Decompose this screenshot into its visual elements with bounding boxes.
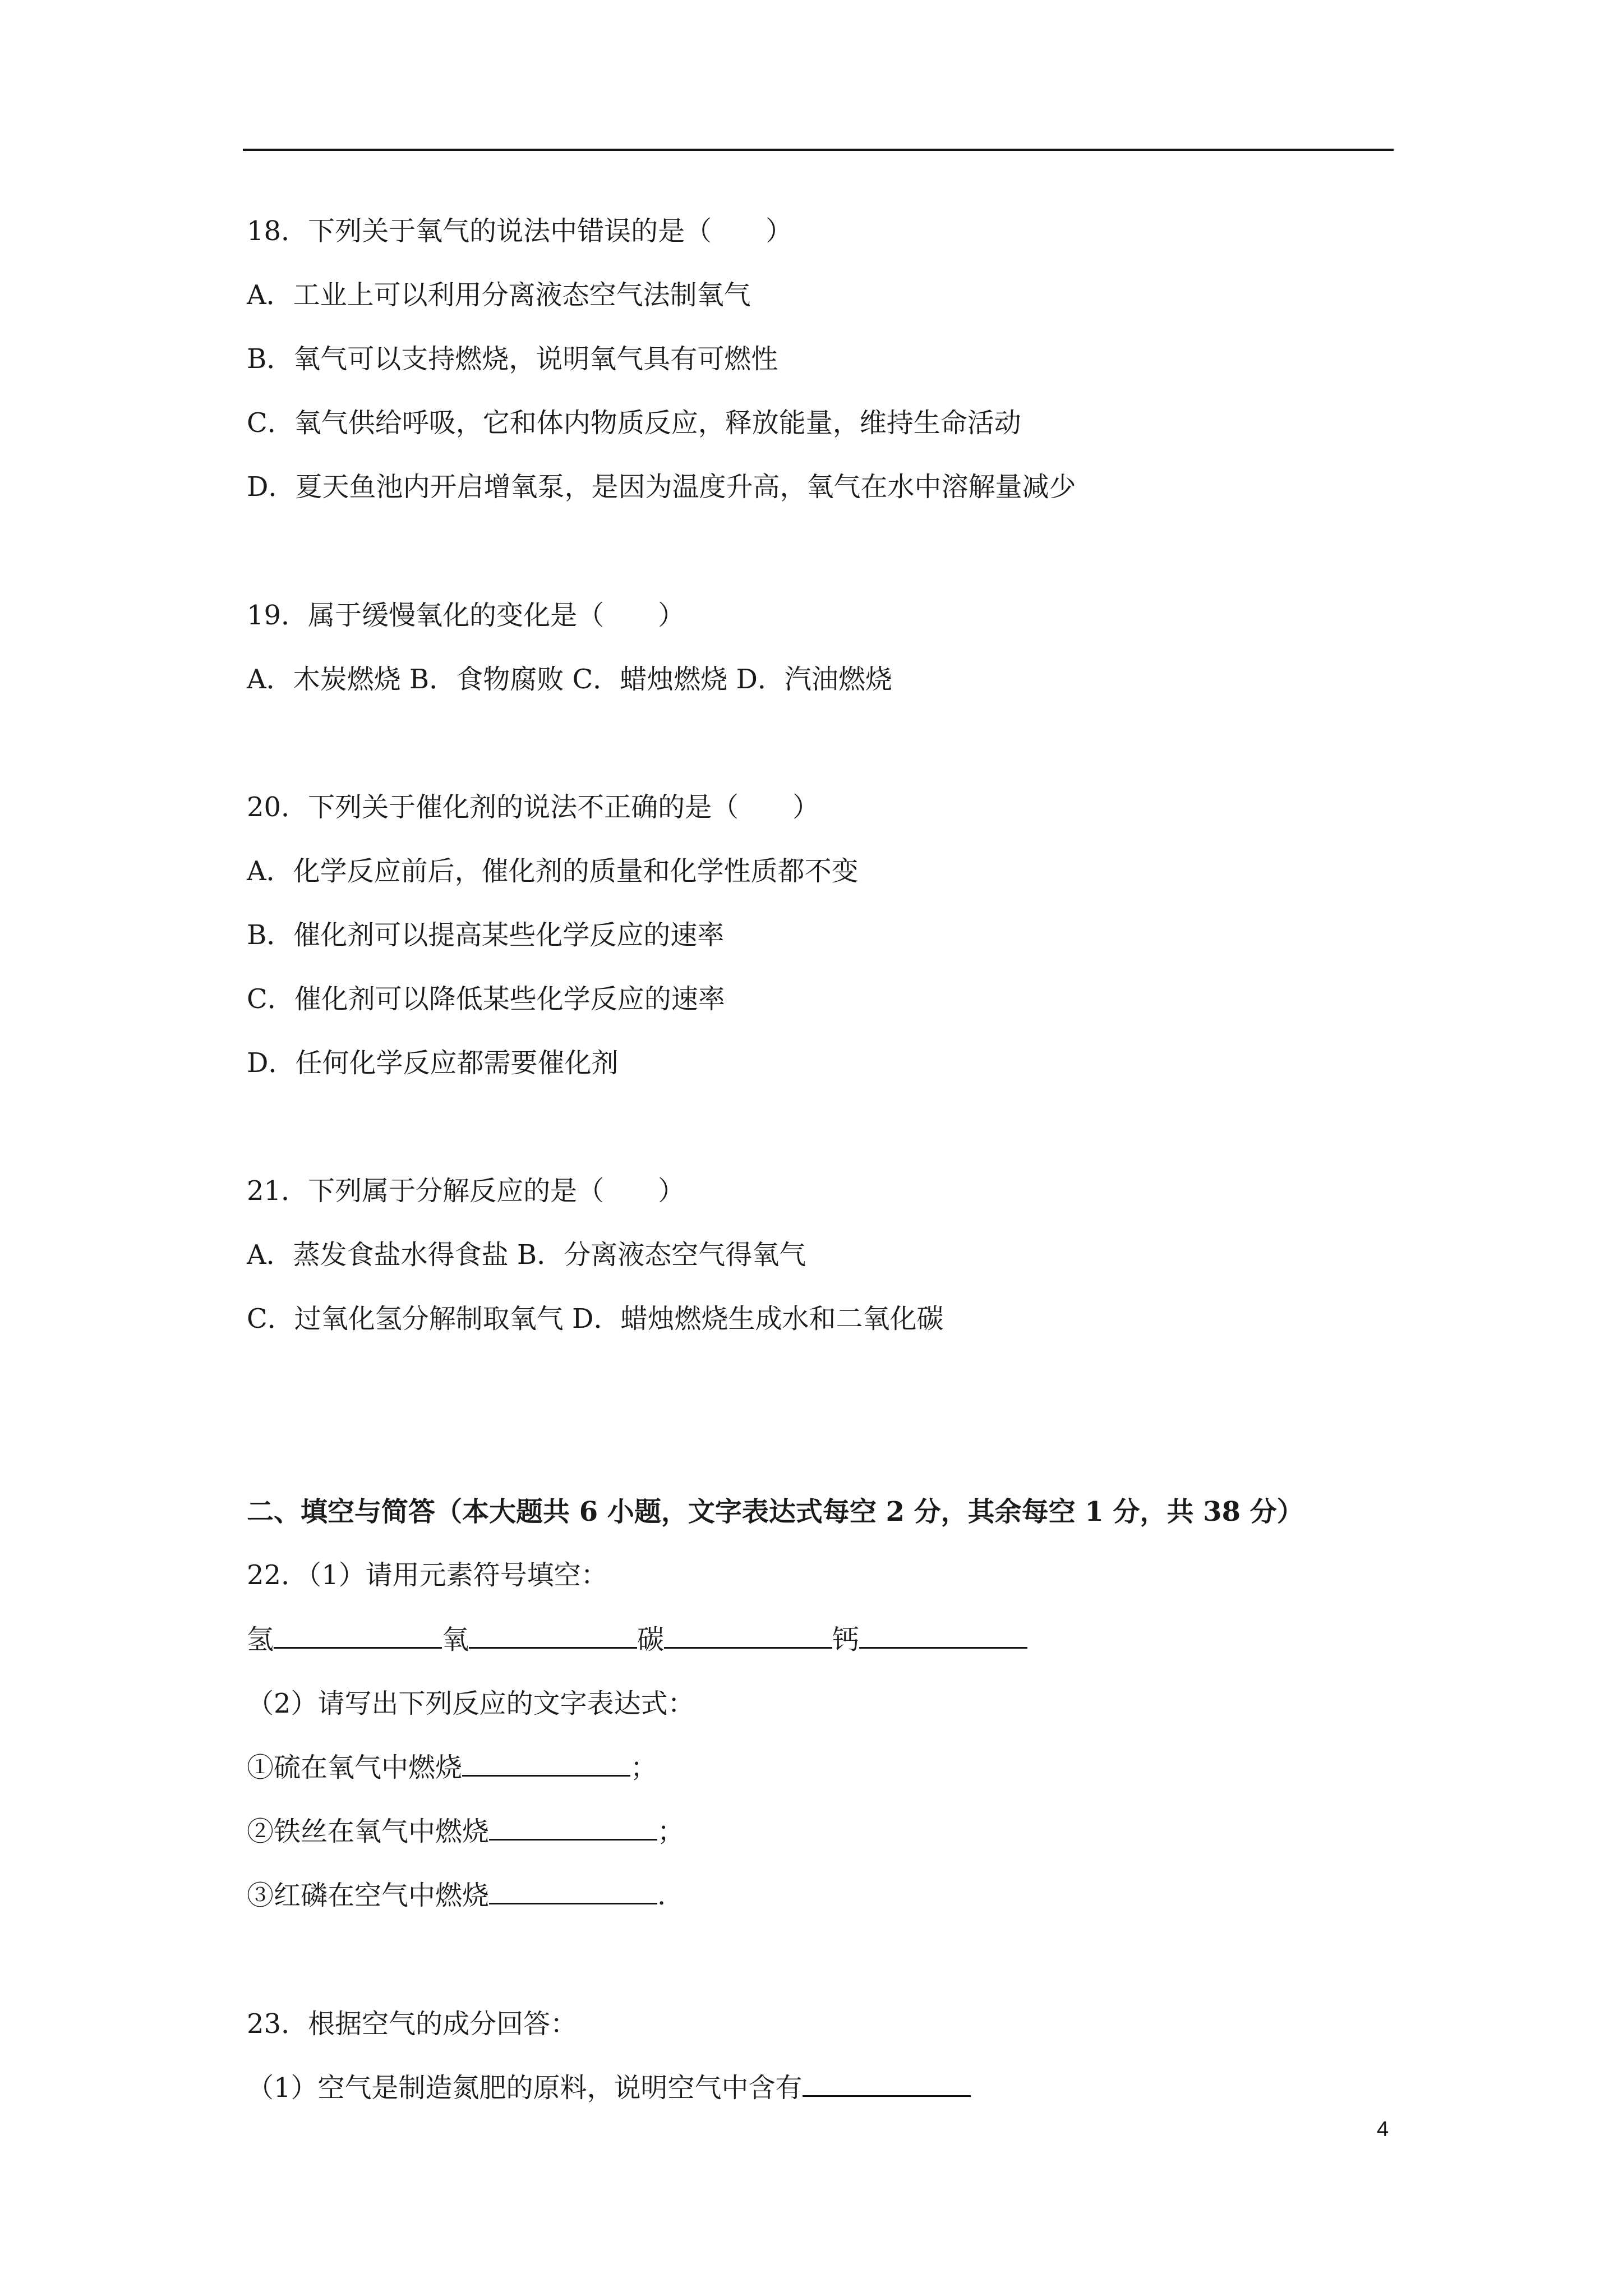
answer-blank[interactable] (274, 1625, 442, 1649)
q18-option-c: C．氧气供给呼吸，它和体内物质反应，释放能量，维持生命活动 (247, 407, 1021, 439)
q20-option-b: B．催化剂可以提高某些化学反应的速率 (247, 919, 725, 951)
q18-option-d: D．夏天鱼池内开启增氧泵，是因为温度升高，氧气在水中溶解量减少 (247, 471, 1076, 503)
q22-item-3 (247, 1879, 666, 1912)
element-label: 氢 (247, 1624, 274, 1655)
answer-blank[interactable] (859, 1625, 1027, 1649)
q23-part1 (247, 2071, 971, 2105)
q21-options-cd: C．过氧化氢分解制取氧气 D．蜡烛燃烧生成水和二氧化碳 (247, 1303, 944, 1335)
page-number: 4 (1377, 2118, 1389, 2141)
element-label: 氧 (442, 1624, 469, 1655)
answer-blank[interactable] (803, 2073, 971, 2097)
item-end: ； (657, 1816, 685, 1847)
q20-option-d: D．任何化学反应都需要催化剂 (247, 1047, 619, 1079)
q22-item-1 (247, 1751, 657, 1784)
q19-options: A．木炭燃烧 B．食物腐败 C．蜡烛燃烧 D．汽油燃烧 (247, 664, 892, 695)
q21-options-ab: A．蒸发食盐水得食盐 B．分离液态空气得氧气 (247, 1239, 806, 1271)
answer-blank[interactable] (664, 1625, 832, 1649)
item-label: ③红磷在空气中燃烧 (247, 1880, 490, 1911)
item-end: . (657, 1880, 666, 1911)
answer-blank[interactable] (469, 1625, 637, 1649)
q22-item-2 (247, 1815, 684, 1848)
q20-stem: 20．下列关于催化剂的说法不正确的是（ ） (247, 792, 820, 823)
q22-part1: 22．（1）请用元素符号填空： (247, 1559, 608, 1591)
item-end: ； (630, 1752, 658, 1783)
q21-stem: 21．下列属于分解反应的是（ ） (247, 1175, 685, 1207)
q23-stem: 23．根据空气的成分回答： (247, 2008, 578, 2040)
answer-blank[interactable] (489, 1816, 657, 1841)
answer-blank[interactable] (489, 1880, 657, 1904)
q19-stem: 19．属于缓慢氧化的变化是（ ） (247, 600, 685, 631)
q20-option-c: C．催化剂可以降低某些化学反应的速率 (247, 983, 725, 1015)
element-label: 钙 (832, 1624, 860, 1655)
q18-option-a: A．工业上可以利用分离液态空气法制氧气 (247, 279, 751, 311)
q22-element-blanks (247, 1623, 1027, 1657)
q20-option-a: A．化学反应前后，催化剂的质量和化学性质都不变 (247, 855, 859, 887)
element-label: 碳 (637, 1624, 665, 1655)
q18-stem: 18．下列关于氧气的说法中错误的是（ ） (247, 215, 793, 247)
answer-blank[interactable] (462, 1752, 630, 1777)
section-title: 二、填空与简答（本大题共 6 小题，文字表达式每空 2 分，其余每空 1 分，共 38 分） (247, 1496, 1304, 1527)
item-label: ②铁丝在氧气中燃烧 (247, 1816, 490, 1847)
q22-part2: （2）请写出下列反应的文字表达式： (247, 1688, 695, 1719)
header-rule (243, 149, 1394, 151)
q18-option-b: B．氧气可以支持燃烧，说明氧气具有可燃性 (247, 343, 778, 375)
q23-part1-text: （1）空气是制造氮肥的原料，说明空气中含有 (247, 2072, 803, 2104)
item-label: ①硫在氧气中燃烧 (247, 1752, 463, 1783)
